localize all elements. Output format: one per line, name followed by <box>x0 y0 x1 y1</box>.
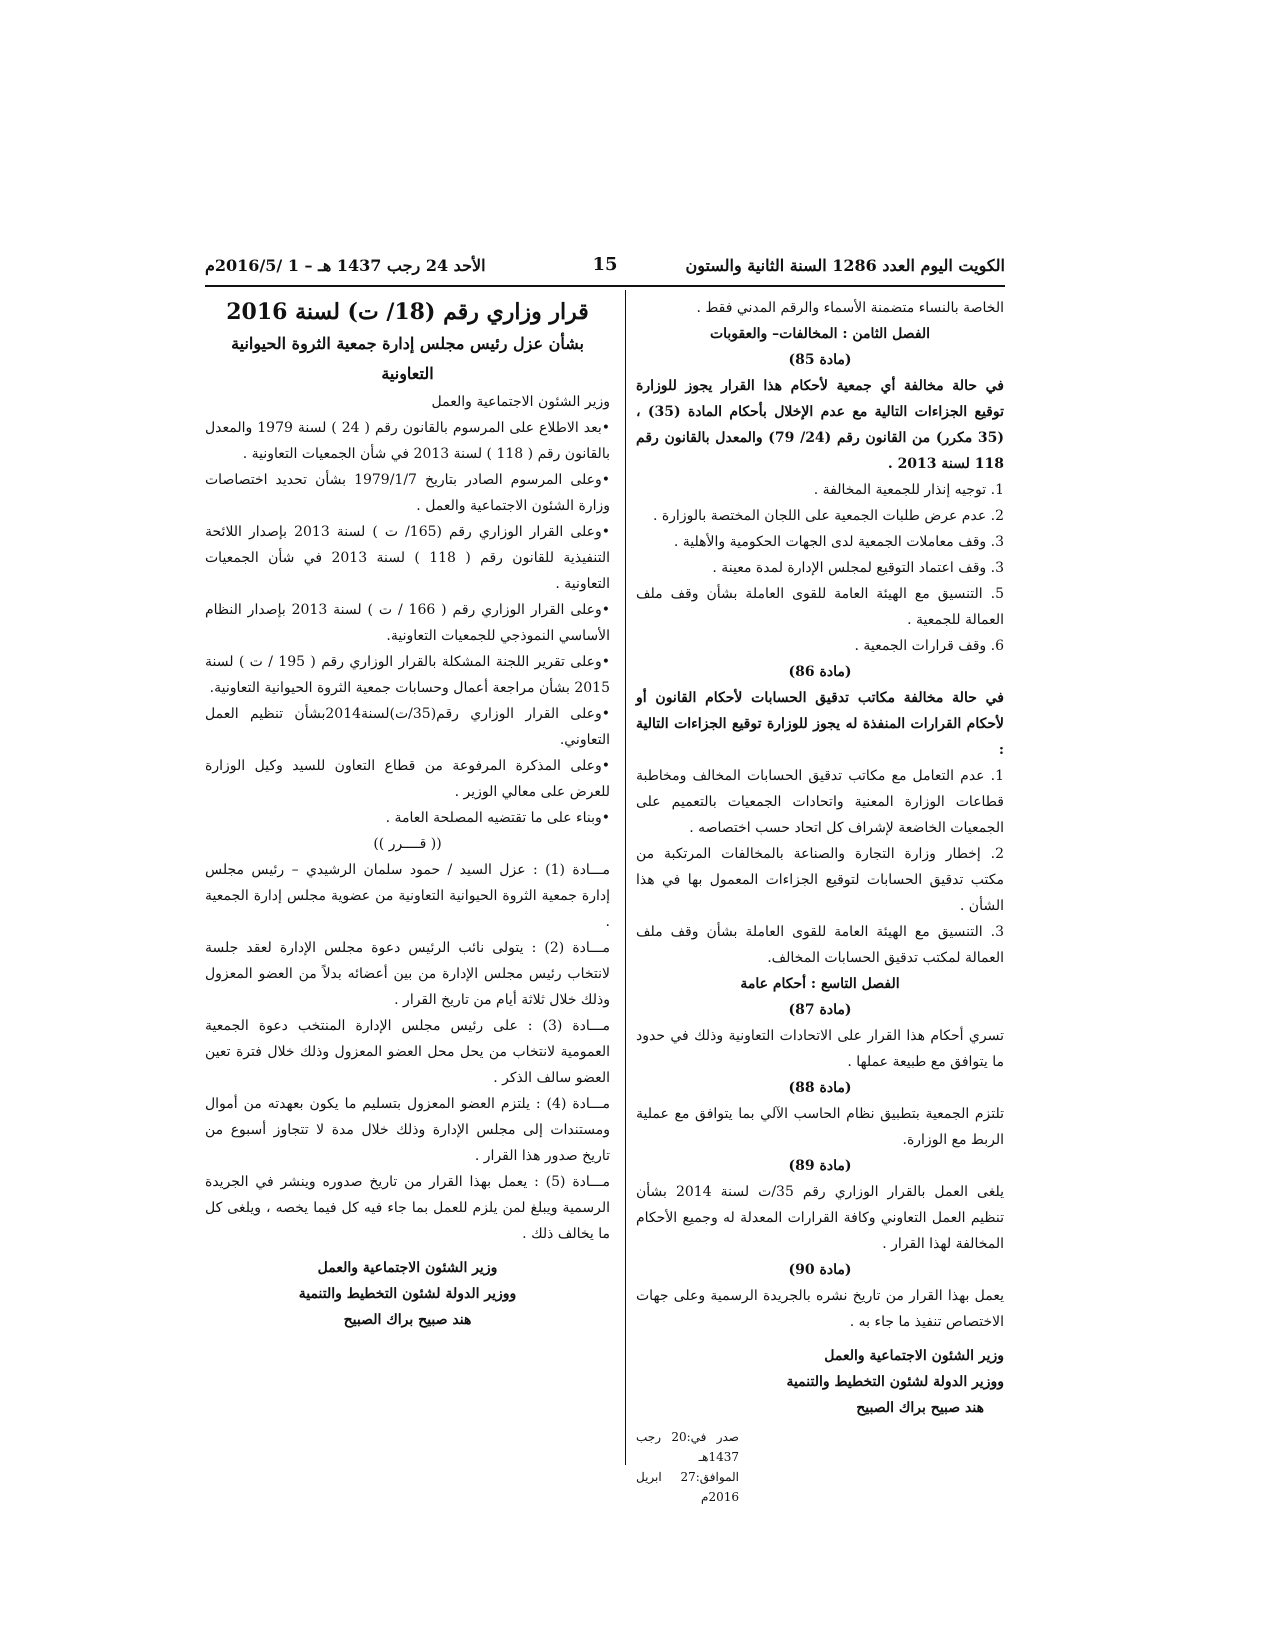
right-column-body <box>636 295 1004 1335</box>
paragraph: (مادة 85) <box>788 352 852 368</box>
decision-subtitle: بشأن عزل رئيس مجلس إدارة جمعية الثروة الحيوانية التعاونية <box>231 334 584 383</box>
paragraph: 2. عدم عرض طلبات الجمعية على اللجان المختصة بالوزارة . <box>652 508 1004 524</box>
paragraph: تسري أحكام هذا القرار على الاتحادات التعاونية وذلك في حدود ما يتوافق مع طبيعة عملها . <box>636 1028 1004 1070</box>
paragraph: 3. وقف معاملات الجمعية لدى الجهات الحكومية والأهلية . <box>673 534 1004 550</box>
paragraph: الخاصة بالنساء متضمنة الأسماء والرقم المدني فقط . <box>696 300 1004 316</box>
paragraph: مـــادة (1) : عزل السيد / حمود سلمان الرشيدي – رئيس مجلس إدارة جمعية الثروة الحيوانية التعاونية من عضوية مجلس إدارة الجمعية . <box>205 862 610 930</box>
paragraph: 5. التنسيق مع الهيئة العامة للقوى العاملة بشأن وقف ملف العمالة للجمعية . <box>636 586 1004 628</box>
paragraph: •وبناء على ما تقتضيه المصلحة العامة . <box>385 810 610 826</box>
paragraph: 1. توجيه إنذار للجمعية المخالفة . <box>813 482 1004 498</box>
paragraph: يعمل بهذا القرار من تاريخ نشره بالجريدة الرسمية وعلى جهات الاختصاص تنفيذ ما جاء به . <box>636 1288 1004 1330</box>
paragraph: تلتزم الجمعية بتطبيق نظام الحاسب الآلي بما يتوافق مع عملية الربط مع الوزارة. <box>636 1106 1004 1148</box>
page-number: 15 <box>592 254 618 275</box>
paragraph: مـــادة (5) : يعمل بهذا القرار من تاريخ صدوره وينشر في الجريدة الرسمية ويبلغ لمن يلزم للعمل بما جاء فيه كل فيما يخصه ، ويلغى كل ما يخالف ذلك . <box>205 1174 610 1242</box>
paragraph: 6. وقف قرارات الجمعية . <box>854 638 1004 654</box>
paragraph: مـــادة (2) : يتولى نائب الرئيس دعوة مجلس الإدارة لعقد جلسة لانتخاب رئيس مجلس الإدارة من بين أعضائه بدلاً من العضو المعزول وذلك خلال ثلاثة أيام من تاريخ القرار . <box>205 940 610 1008</box>
signature-name: هند صبيح براك الصبيح <box>343 1312 472 1328</box>
paragraph: يلغى العمل بالقرار الوزاري رقم 35/ت لسنة 2014 بشأن تنظيم العمل التعاوني وكافة القرارات المعدلة له وجميع الأحكام المخالفة لهذا القرار . <box>636 1184 1004 1252</box>
left-column-body <box>205 389 610 1247</box>
paragraph: •بعد الاطلاع على المرسوم بالقانون رقم ( 24 ) لسنة 1979 والمعدل بالقانون رقم ( 118 ) لسنة 2013 في شأن الجمعيات التعاونية . <box>205 420 610 462</box>
paragraph: •وعلى المذكرة المرفوعة من قطاع التعاون للسيد وكيل الوزارة للعرض على معالي الوزير . <box>205 758 610 800</box>
signature-title-2: ووزير الدولة لشئون التخطيط والتنمية <box>298 1286 517 1302</box>
page-header <box>205 256 1005 286</box>
paragraph: •وعلى القرار الوزاري رقم(35/ت)لسنة2014بشأن تنظيم العمل التعاوني. <box>205 706 610 748</box>
paragraph: الفصل الثامن : المخالفات– والعقوبات <box>709 326 931 342</box>
paragraph: (مادة 87) <box>788 1002 852 1018</box>
paragraph: (( قــــرر )) <box>373 836 442 852</box>
paragraph: •وعلى القرار الوزاري رقم ( 166 / ت ) لسنة 2013 بإصدار النظام الأساسي النموذجي للجمعيات التعاونية. <box>205 602 610 644</box>
signature-title-2: ووزير الدولة لشئون التخطيط والتنمية <box>786 1374 1004 1390</box>
header-rule <box>205 285 1005 287</box>
paragraph: في حالة مخالفة مكاتب تدقيق الحسابات لأحكام القانون أو لأحكام القرارات المنفذة له يجوز للوزارة توقيع الجزاءات التالية : <box>636 690 1004 758</box>
left-signature-block <box>205 1255 610 1333</box>
header-date: الأحد 24 رجب 1437 هـ – 1 /2016/5م <box>205 256 486 275</box>
left-column <box>205 295 610 1333</box>
paragraph: 3. وقف اعتماد التوقيع لمجلس الإدارة لمدة معينة . <box>712 560 1004 576</box>
paragraph: (مادة 88) <box>788 1080 852 1096</box>
column-divider <box>625 290 626 1465</box>
paragraph: مـــادة (3) : على رئيس مجلس الإدارة المنتخب دعوة الجمعية العمومية لانتخاب من يحل محل العضو المعزول وذلك خلال فترة تعين العضو سالف الذكر . <box>205 1018 610 1086</box>
paragraph: •وعلى القرار الوزاري رقم (165/ ت ) لسنة 2013 بإصدار اللائحة التنفيذية للقانون رقم ( 118 ) لسنة 2013 في شأن الجمعيات التعاونية . <box>205 524 611 592</box>
signature-title: وزير الشئون الاجتماعية والعمل <box>824 1348 1004 1364</box>
paragraph: 3. التنسيق مع الهيئة العامة للقوى العاملة بشأن وقف ملف العمالة لمكتب تدقيق الحسابات المخالف. <box>636 924 1004 966</box>
paragraph: 1. عدم التعامل مع مكاتب تدقيق الحسابات المخالف ومخاطبة قطاعات الوزارة المعنية واتحادات الجمعيات بالتعميم على الجمعيات الخاضعة لإشراف كل اتحاد حسب اختصاصه . <box>636 768 1004 836</box>
issue-date-hijri: صدر في:20 رجب 1437هـ <box>636 1430 739 1464</box>
right-column <box>636 295 1004 1507</box>
signature-title: وزير الشئون الاجتماعية والعمل <box>317 1260 498 1276</box>
paragraph: (مادة 89) <box>788 1158 852 1174</box>
paragraph: في حالة مخالفة أي جمعية لأحكام هذا القرار يجوز للوزارة توقيع الجزاءات التالية مع عدم الإخلال بأحكام المادة (35) ، (35 مكرر) من القانون رقم (24/ 79) والمعدل بالقانون رقم 118 لسنة 2013 . <box>636 378 1004 472</box>
paragraph: (مادة 90) <box>788 1262 852 1278</box>
paragraph: وزير الشئون الاجتماعية والعمل <box>431 394 610 410</box>
issue-dates <box>636 1427 1004 1507</box>
paragraph: 2. إخطار وزارة التجارة والصناعة بالمخالفات المرتكبة من مكتب تدقيق الحسابات لتوقيع الجزاءات المعمول بها في هذا الشأن . <box>636 846 1004 914</box>
decision-title: قرار وزاري رقم (18/ ت) لسنة 2016 <box>226 299 589 325</box>
paragraph: الفصل التاسع : أحكام عامة <box>740 976 900 992</box>
signature-name: هند صبيح براك الصبيح <box>856 1400 984 1416</box>
header-publication: الكويت اليوم العدد 1286 السنة الثانية والستون <box>685 256 1005 275</box>
right-signature-block <box>636 1343 1004 1421</box>
paragraph: (مادة 86) <box>788 664 852 680</box>
paragraph: •وعلى المرسوم الصادر بتاريخ 1979/1/7 بشأن تحديد اختصاصات وزارة الشئون الاجتماعية والعمل . <box>205 472 610 514</box>
issue-date-gregorian: الموافق:27 ابريل 2016م <box>636 1470 739 1504</box>
paragraph: مـــادة (4) : يلتزم العضو المعزول بتسليم ما يكون بعهدته من أموال ومستندات إلى مجلس الإدارة وذلك خلال مدة لا تتجاوز أسبوع من تاريخ صدور هذا القرار . <box>205 1096 610 1164</box>
paragraph: •وعلى تقرير اللجنة المشكلة بالقرار الوزاري رقم ( 195 / ت ) لسنة 2015 بشأن مراجعة أعمال وحسابات جمعية الثروة الحيوانية التعاونية. <box>205 654 610 696</box>
